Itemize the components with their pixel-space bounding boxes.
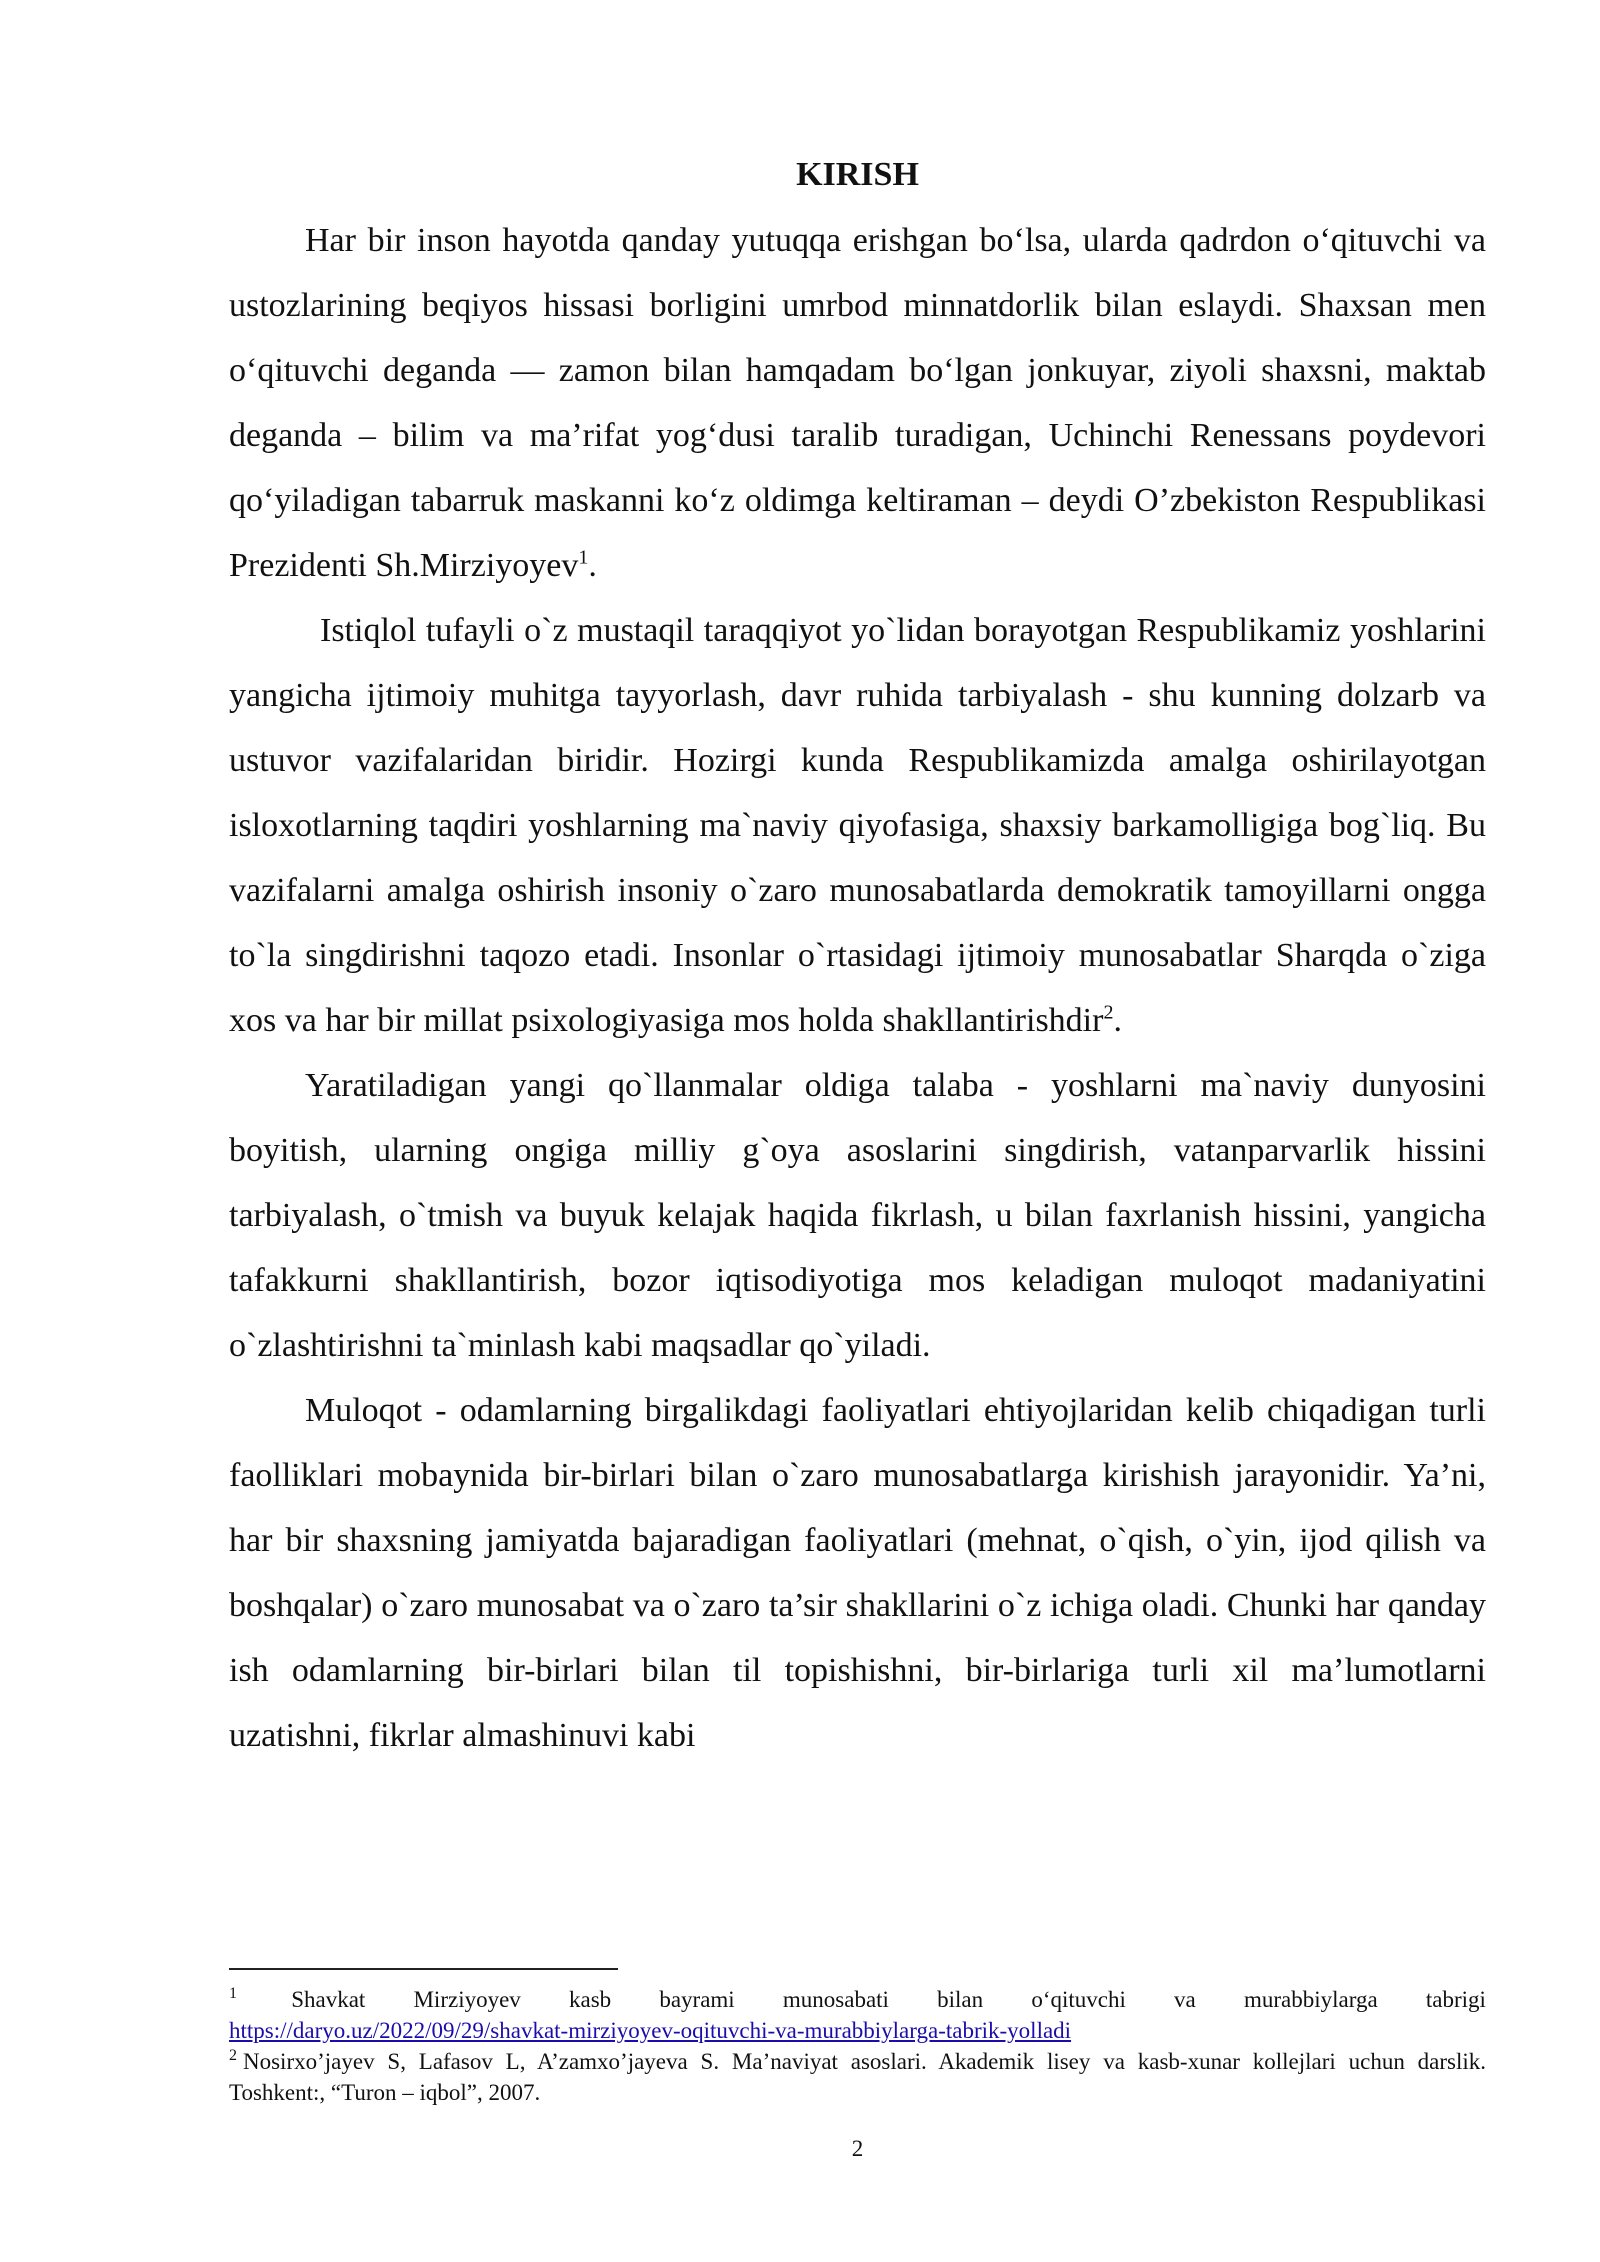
footnote-1-word: kasb — [568, 1987, 612, 2012]
footnote-1-word: bilan — [937, 1987, 984, 2012]
body-text — [229, 208, 1486, 1768]
paragraph-1-end: . — [588, 547, 597, 584]
footnote-2 — [229, 2046, 1486, 2108]
footnote-1 — [229, 1984, 1486, 2046]
footnote-1-text — [229, 1984, 1486, 2015]
footnotes — [229, 1984, 1486, 2108]
paragraph-2 — [229, 598, 1486, 1053]
footnote-ref-1[interactable]: 1 — [578, 546, 589, 569]
paragraph-4: Muloqot - odamlarning birgalikdagi faoliyatlari ehtiyojlaridan kelib chiqadigan turli faolliklari mobaynida bir-birlari bilan o`zaro munosabatlarga kirishish jarayonidir. Ya’ni, har bir shaxsning jamiyatda bajaradigan faoliyatlari (mehnat, o`qish, o`yin, ijod qilish va boshqalar) o`zaro munosabat va o`zaro ta’sir shakllarini o`z ichiga oladi. Chunki har qanday ish odamlarning bir-birlari bilan til topishishni, bir-birlariga turli xil ma’lumotlarni uzatishni, fikrlar almashinuvi kabi — [229, 1392, 1486, 1754]
footnote-1-word — [229, 1984, 243, 2015]
footnote-2-mark: 2 — [229, 2047, 237, 2065]
footnote-1-link[interactable]: https://daryo.uz/2022/09/29/shavkat-mirziyoyev-oqituvchi-va-murabbiylarga-tabrik-yolladi — [229, 2018, 1072, 2043]
paragraph-2-text: Istiqlol tufayli o`z mustaqil taraqqiyot yo`lidan borayotgan Respublikamiz yoshlarini yangicha ijtimoiy muhitga tayyorlash, davr ruhida tarbiyalash - shu kunning dolzarb va ustuvor vazifalaridan biridir. Hozirgi kunda Respublikamizda amalga oshirilayotgan isloxotlarning taqdiri yoshlarning ma`naviy qiyofasiga, shaxsiy barkamolligiga bog`liq. Bu vazifalarni amalga oshirish insoniy o`zaro munosabatlarda demokratik tamoyillarni ongga to`la singdirishni taqozo etadi. Insonlar o`rtasidagi ijtimoiy munosabatlar Sharqda o`ziga xos va har bir millat psixologiyasiga mos holda shakllantirishdir — [229, 612, 1486, 1039]
footnote-ref-2[interactable]: 2 — [1103, 1001, 1114, 1024]
footnote-1-word: o‘qituvchi — [1031, 1987, 1126, 2012]
section-title: KIRISH — [796, 156, 919, 193]
footnote-1-word: murabbiylarga — [1243, 1987, 1378, 2012]
footnote-1-word: munosabati — [782, 1987, 889, 2012]
paragraph-3: Yaratiladigan yangi qo`llanmalar oldiga talaba - yoshlarni ma`naviy dunyosini boyitish, ularning ongiga milliy g`oya asoslarini singdirish, vatanparvarlik hissini tarbiyalash, o`tmish va buyuk kelajak haqida fikrlash, u bilan faxrlanish hissini, yangicha tafakkurni shakllantirish, bozor iqtisodiyotiga mos keladigan muloqot madaniyatini o`zlashtirishni ta`minlash kabi maqsadlar qo`yiladi. — [229, 1067, 1486, 1364]
footnote-1-word: Mirziyoyev — [413, 1987, 521, 2012]
footnote-1-word: va — [1174, 1987, 1196, 2012]
footnote-2-text: Nosirxo’jayev S, Lafasov L, A’zamxo’jayeva S. Ma’naviyat asoslari. Akademik lisey va kasb-xunar kollejlari uchun darslik. Toshkent:, “Turon – iqbol”, 2007. — [229, 2049, 1486, 2105]
page-number: 2 — [851, 2136, 864, 2161]
footnote-1-word: Shavkat — [291, 1987, 366, 2012]
footnote-separator — [229, 1968, 618, 1970]
document-page — [229, 0, 1486, 2262]
footnote-1-mark: 1 — [229, 1985, 237, 2003]
footnote-1-word: bayrami — [659, 1987, 735, 2012]
footnote-1-word: tabrigi — [1425, 1987, 1486, 2012]
paragraph-2-end: . — [1113, 1002, 1122, 1039]
paragraph-1 — [229, 208, 1486, 598]
paragraph-1-text: Har bir inson hayotda qanday yutuqqa erishgan bo‘lsa, ularda qadrdon o‘qituvchi va ustozlarining beqiyos hissasi borligini umrbod minnatdorlik bilan eslaydi. Shaxsan men o‘qituvchi deganda — zamon bilan hamqadam bo‘lgan jonkuyar, ziyoli shaxsni, maktab deganda – bilim va ma’rifat yog‘dusi taralib turadigan, Uchinchi Renessans poydevori qo‘yiladigan tabarruk maskanni ko‘z oldimga keltiraman – deydi O’zbekiston Respublikasi Prezidenti Sh.Mirziyoyev — [229, 222, 1486, 584]
